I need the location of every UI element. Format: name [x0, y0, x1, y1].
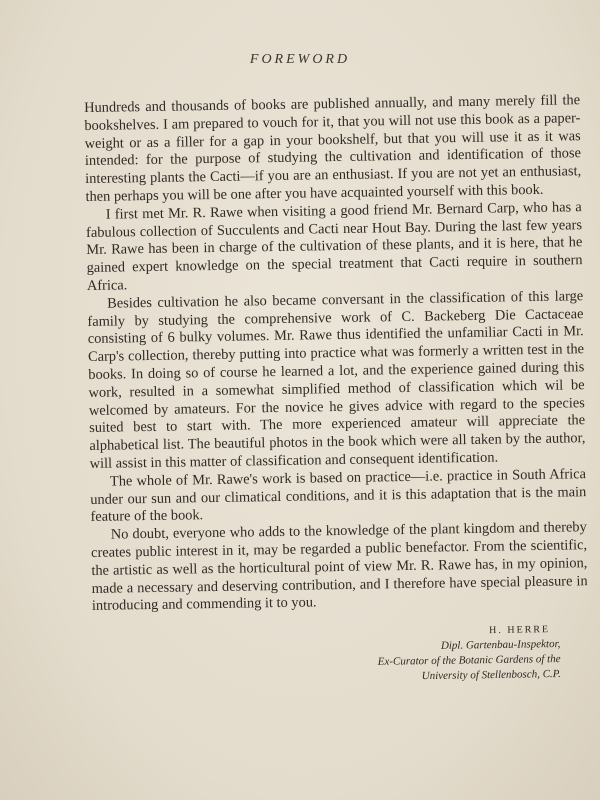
paragraph-4: The whole of Mr. Rawe's work is based on practice—i.e. practice in South Africa under our sun and our climatical conditions, and it is this adaptation that is the main feature of the book.: [90, 465, 587, 526]
signatory-institution: University of Stellenbosch, C.P.: [421, 667, 561, 683]
paragraph-5: No doubt, everyone who adds to the knowledge of the plant kingdom and thereby creates public interest in it, may be regarded a public benefactor. From the scientific, the artistic as well as the horticultural point of view Mr. R. Rawe has, in my opinion, made a necessary and deserving contribution, and I therefore have special pleasure in introducing and commending it to you.: [90, 519, 588, 615]
paragraph-3: Besides cultivation he also became conversant in the classification of this large family by studying the comprehensive work of C. Backeberg Die Cactaceae consisting of 6 bulky volumes. Mr. Rawe thus identified the unfamiliar Cacti in Mr. Carp's collection, thereby putting into practice what was formerly a written test in the books. In doing so of course he learned a lot, and the experience gained during this work, resulted in a somewhat simplified method of classification which wil be welcomed by amateurs. For the novice he gives advice with regard to the species suited best to start with. The more experienced amateur will appreciate the alphabetical list. The beautiful photos in the book which were all taken by the author, will assist in this matter of classification and consequent identification.: [87, 287, 586, 472]
signature-block: [360, 622, 561, 685]
paragraph-2: I first met Mr. R. Rawe when visiting a good friend Mr. Bernard Carp, who has a fabulous collection of Succulents and Cacti near Hout Bay. During the last few years Mr. Rawe has been in charge of the cultivation of these plants, and it is here, that he gained expert knowledge on the special treatment that Cacti require in southern Africa.: [85, 198, 583, 294]
signatory-name: H. HERRE: [489, 624, 551, 637]
signatory-title: Dipl. Gartenbau-Inspektor,: [440, 637, 561, 652]
paragraph-1: Hundreds and thousands of books are published annually, and many merely fill the bookshelves. I am prepared to vouch for it, that you will not use this book as a paper-weight or as a filler for a gap in your bookshelf, but that you will use it as it was intended: for the purpose of studying the cultivation and identification of those interesting plants the Cacti—if you are an enthusiast. If you are not yet an enthusiast, then perhaps you will be one after you have acquainted yourself with this book.: [84, 92, 582, 205]
page-title: FOREWORD: [249, 52, 351, 67]
signatory-role: Ex-Curator of the Botanic Gardens of the: [377, 652, 561, 668]
foreword-body: [84, 92, 588, 616]
